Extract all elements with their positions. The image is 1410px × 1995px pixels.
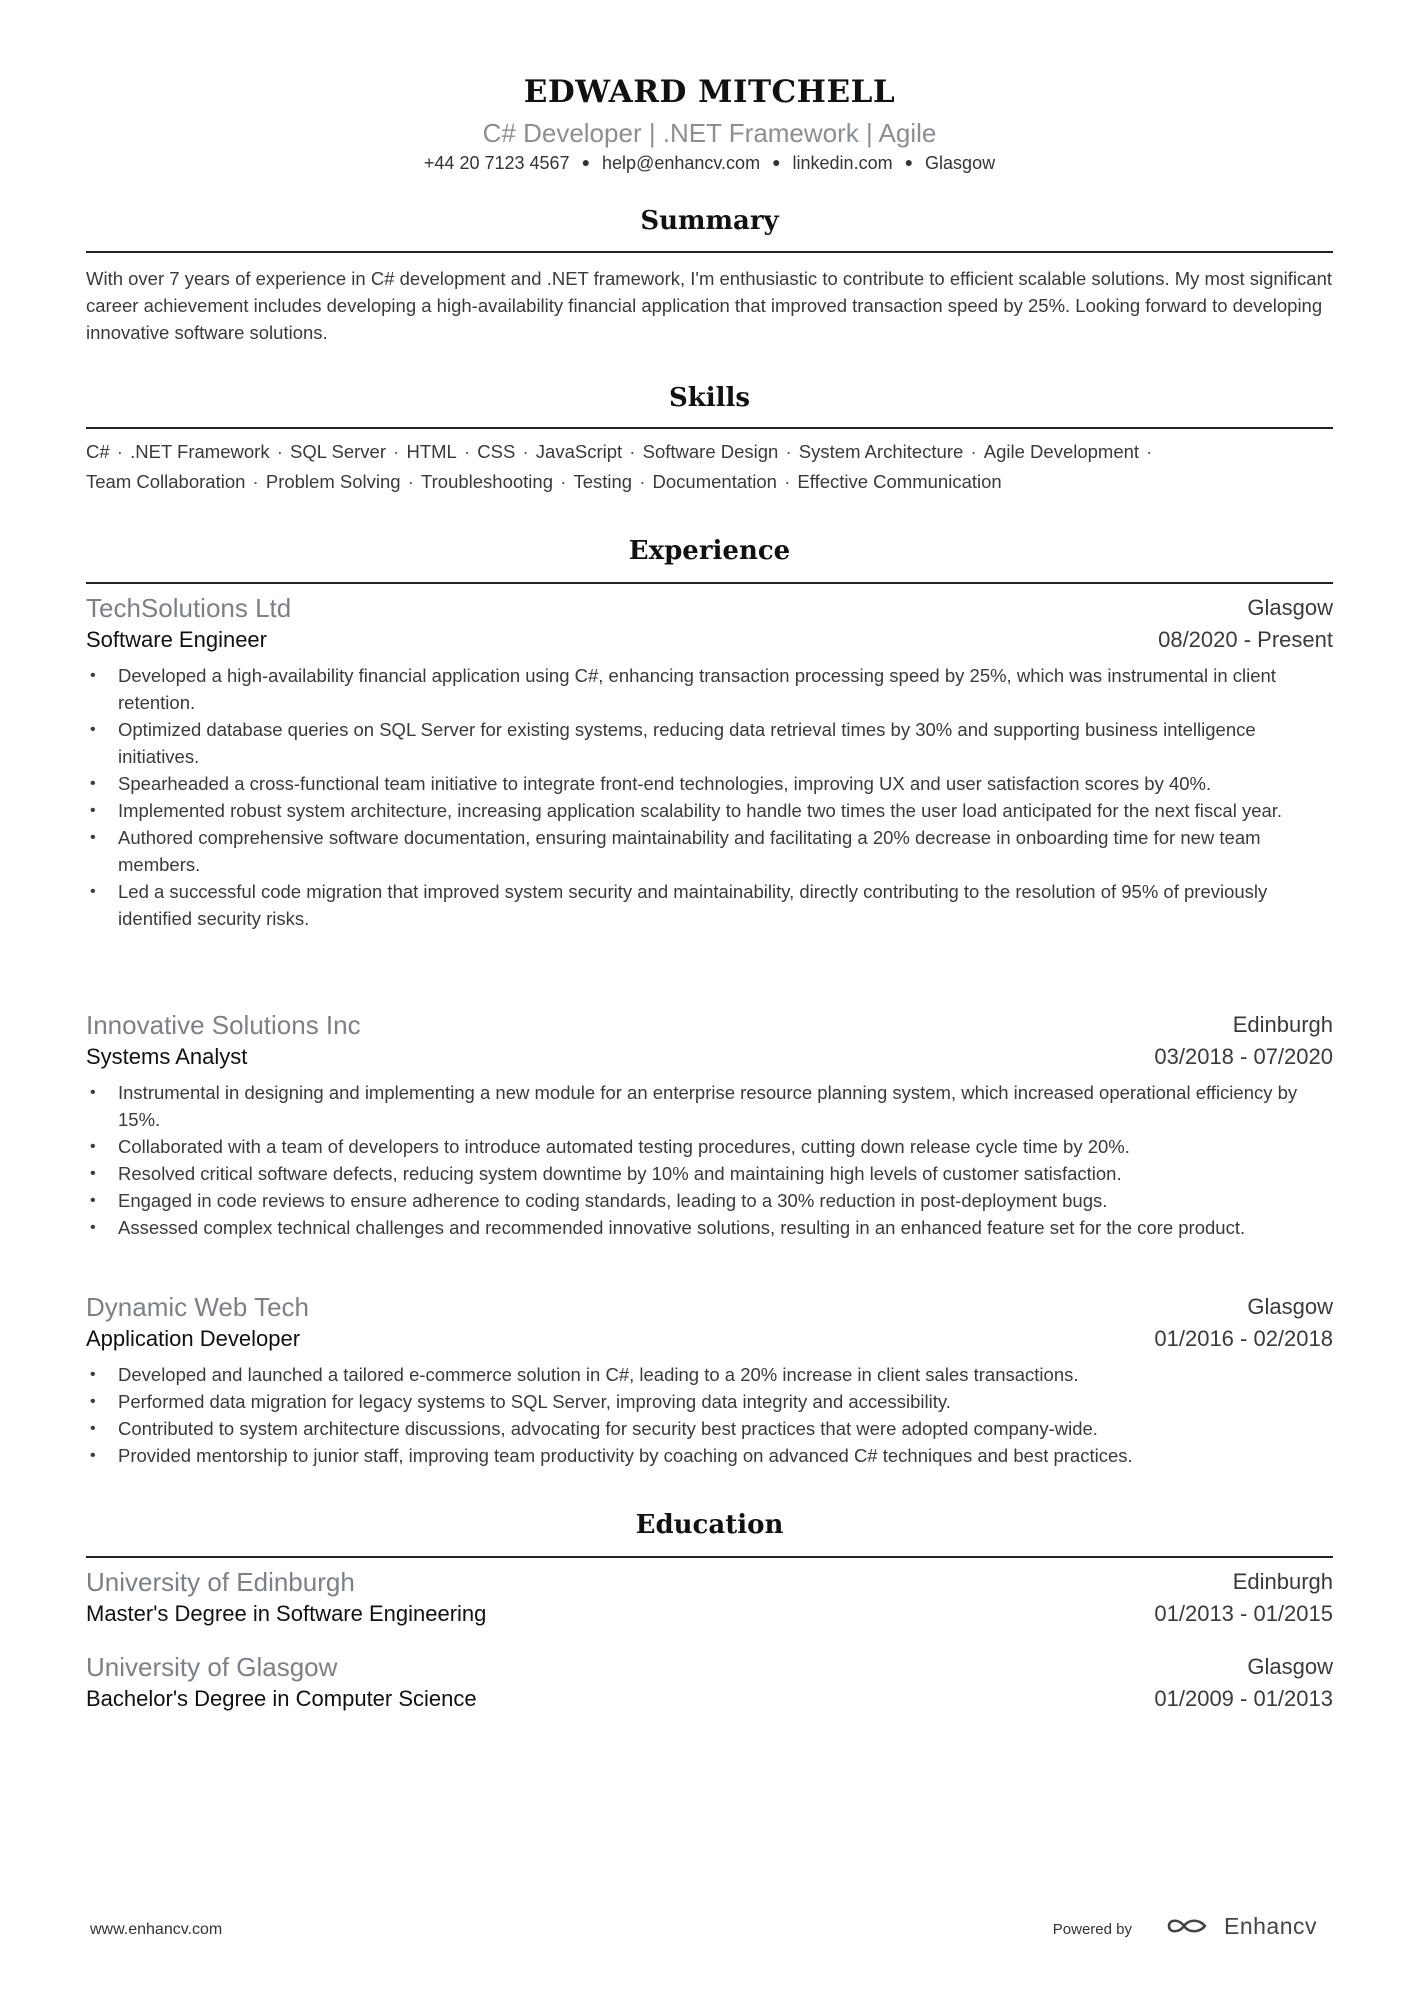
list-item: • Developed a high-availability financial application using C#, enhancing transaction processing speed by 25%, which was instrumental in client retention. — [86, 662, 1333, 716]
list-item: • Contributed to system architecture discussions, advocating for security best practices that were adopted company-wide. — [86, 1415, 1333, 1442]
education-dates: 01/2013 - 01/2015 — [1154, 1601, 1333, 1626]
contact-line — [86, 153, 1333, 174]
skill-item: .NET Framework — [130, 441, 270, 462]
list-item: • Authored comprehensive software documentation, ensuring maintainability and facilitating a 20% decrease in onboarding time for new team members. — [86, 824, 1333, 878]
job-location: Glasgow — [1247, 1294, 1333, 1319]
separator-dot-icon: ● — [904, 154, 914, 170]
company-name: Dynamic Web Tech — [86, 1292, 310, 1322]
list-item: • Provided mentorship to junior staff, improving team productivity by coaching on advanced C# techniques and best practices. — [86, 1442, 1333, 1469]
separator-dot-icon: ● — [581, 154, 591, 170]
job-entry — [86, 1010, 1333, 1241]
school-location: Glasgow — [1247, 1654, 1333, 1679]
footer-website-link[interactable]: www.enhancv.com — [90, 1921, 223, 1938]
skill-item: JavaScript — [535, 441, 623, 462]
skill-item: Troubleshooting — [421, 471, 553, 492]
candidate-name: EDWARD MITCHELL — [523, 74, 896, 110]
summary-text: With over 7 years of experience in C# development and .NET framework, I'm enthusiastic to contribute to efficient scalable solutions. My most significant career achievement includes developing a high-availability financial application that improved transaction speed by 25%. Looking forward to developing innovative software solutions. — [86, 268, 1333, 343]
powered-by-label: Powered by — [1052, 1921, 1132, 1938]
location: Glasgow — [925, 153, 996, 173]
experience-heading: Experience — [628, 536, 791, 566]
school-location: Edinburgh — [1232, 1569, 1333, 1594]
summary-heading: Summary — [640, 206, 779, 236]
education-dates: 01/2009 - 01/2013 — [1154, 1686, 1333, 1711]
experience-divider — [86, 582, 1333, 584]
school-name: University of Glasgow — [86, 1652, 338, 1682]
job-role: Systems Analyst — [86, 1044, 248, 1069]
list-item: • Optimized database queries on SQL Server for existing systems, reducing data retrieval times by 30% and supporting business intelligence initiatives. — [86, 716, 1333, 770]
job-dates: 01/2016 - 02/2018 — [1154, 1326, 1333, 1351]
skill-item: Team Collaboration — [86, 471, 246, 492]
job-entry — [86, 1292, 1333, 1469]
candidate-title: C# Developer | .NET Framework | Agile — [482, 118, 937, 148]
education-entry — [86, 1567, 1333, 1635]
email-link[interactable]: help@enhancv.com — [602, 153, 761, 173]
phone: +44 20 7123 4567 — [423, 153, 570, 173]
brand-name: Enhancv — [1223, 1913, 1317, 1939]
list-item: • Spearheaded a cross-functional team initiative to integrate front-end technologies, improving UX and user satisfaction scores by 40%. — [86, 770, 1333, 797]
linkedin-link[interactable]: linkedin.com — [792, 153, 893, 173]
enhancv-logo[interactable] — [1165, 1910, 1317, 1942]
degree: Bachelor's Degree in Computer Science — [86, 1686, 477, 1711]
skills-list: C# · .NET Framework · SQL Server · HTML · CSS · JavaScript · Software Design · System Architecture · Agile Development · Team Collaboration · Problem Solving · Troubleshooting · Testing · Documentation · Effective Communication — [86, 441, 1153, 492]
skill-item: Software Design — [642, 441, 779, 462]
list-item: • Resolved critical software defects, reducing system downtime by 10% and maintaining high levels of customer satisfaction. — [86, 1160, 1333, 1187]
job-entry — [86, 593, 1333, 932]
job-dates: 03/2018 - 07/2020 — [1154, 1044, 1333, 1069]
job-bullets — [86, 1361, 1333, 1469]
skill-item: Documentation — [652, 471, 777, 492]
skill-item: Testing — [573, 471, 633, 492]
skills-divider — [86, 427, 1333, 429]
list-item: • Engaged in code reviews to ensure adherence to coding standards, leading to a 30% reduction in post-deployment bugs. — [86, 1187, 1333, 1214]
degree: Master's Degree in Software Engineering — [86, 1601, 487, 1626]
list-item: • Assessed complex technical challenges and recommended innovative solutions, resulting in an enhanced feature set for the core product. — [86, 1214, 1333, 1241]
skill-item: Effective Communication — [797, 471, 1002, 492]
skill-item: Agile Development — [983, 441, 1140, 462]
list-item: • Developed and launched a tailored e-commerce solution in C#, leading to a 20% increase in client sales transactions. — [86, 1361, 1333, 1388]
skill-item: CSS — [477, 441, 516, 462]
job-bullets — [86, 662, 1333, 932]
summary-divider — [86, 251, 1333, 253]
list-item: • Collaborated with a team of developers to introduce automated testing procedures, cutting down release cycle time by 20%. — [86, 1133, 1333, 1160]
skills-heading: Skills — [668, 383, 751, 413]
job-role: Application Developer — [86, 1326, 301, 1351]
skill-item: Problem Solving — [265, 471, 401, 492]
job-bullets — [86, 1079, 1333, 1241]
list-item: • Implemented robust system architecture, increasing application scalability to handle two times the user load anticipated for the next fiscal year. — [86, 797, 1333, 824]
job-location: Edinburgh — [1232, 1012, 1333, 1037]
education-entry — [86, 1652, 1333, 1720]
company-name: TechSolutions Ltd — [86, 593, 292, 623]
list-item: • Performed data migration for legacy systems to SQL Server, improving data integrity and accessibility. — [86, 1388, 1333, 1415]
separator-dot-icon: ● — [772, 154, 781, 170]
list-item: • Led a successful code migration that improved system security and maintainability, directly contributing to the resolution of 95% of previously identified security risks. — [86, 878, 1333, 932]
education-heading: Education — [635, 1510, 784, 1540]
skill-item: HTML — [406, 441, 457, 462]
skill-item: C# — [86, 441, 110, 462]
skill-item: System Architecture — [798, 441, 964, 462]
job-dates: 08/2020 - Present — [1158, 627, 1333, 652]
job-location: Glasgow — [1247, 595, 1333, 620]
skill-item: SQL Server — [290, 441, 386, 462]
school-name: University of Edinburgh — [86, 1567, 355, 1597]
company-name: Innovative Solutions Inc — [86, 1010, 361, 1040]
job-role: Software Engineer — [86, 627, 267, 652]
enhancv-infinity-logo-icon — [1165, 1910, 1211, 1942]
list-item: • Instrumental in designing and implementing a new module for an enterprise resource planning system, which increased operational efficiency by 15%. — [86, 1079, 1333, 1133]
education-divider — [86, 1556, 1333, 1558]
